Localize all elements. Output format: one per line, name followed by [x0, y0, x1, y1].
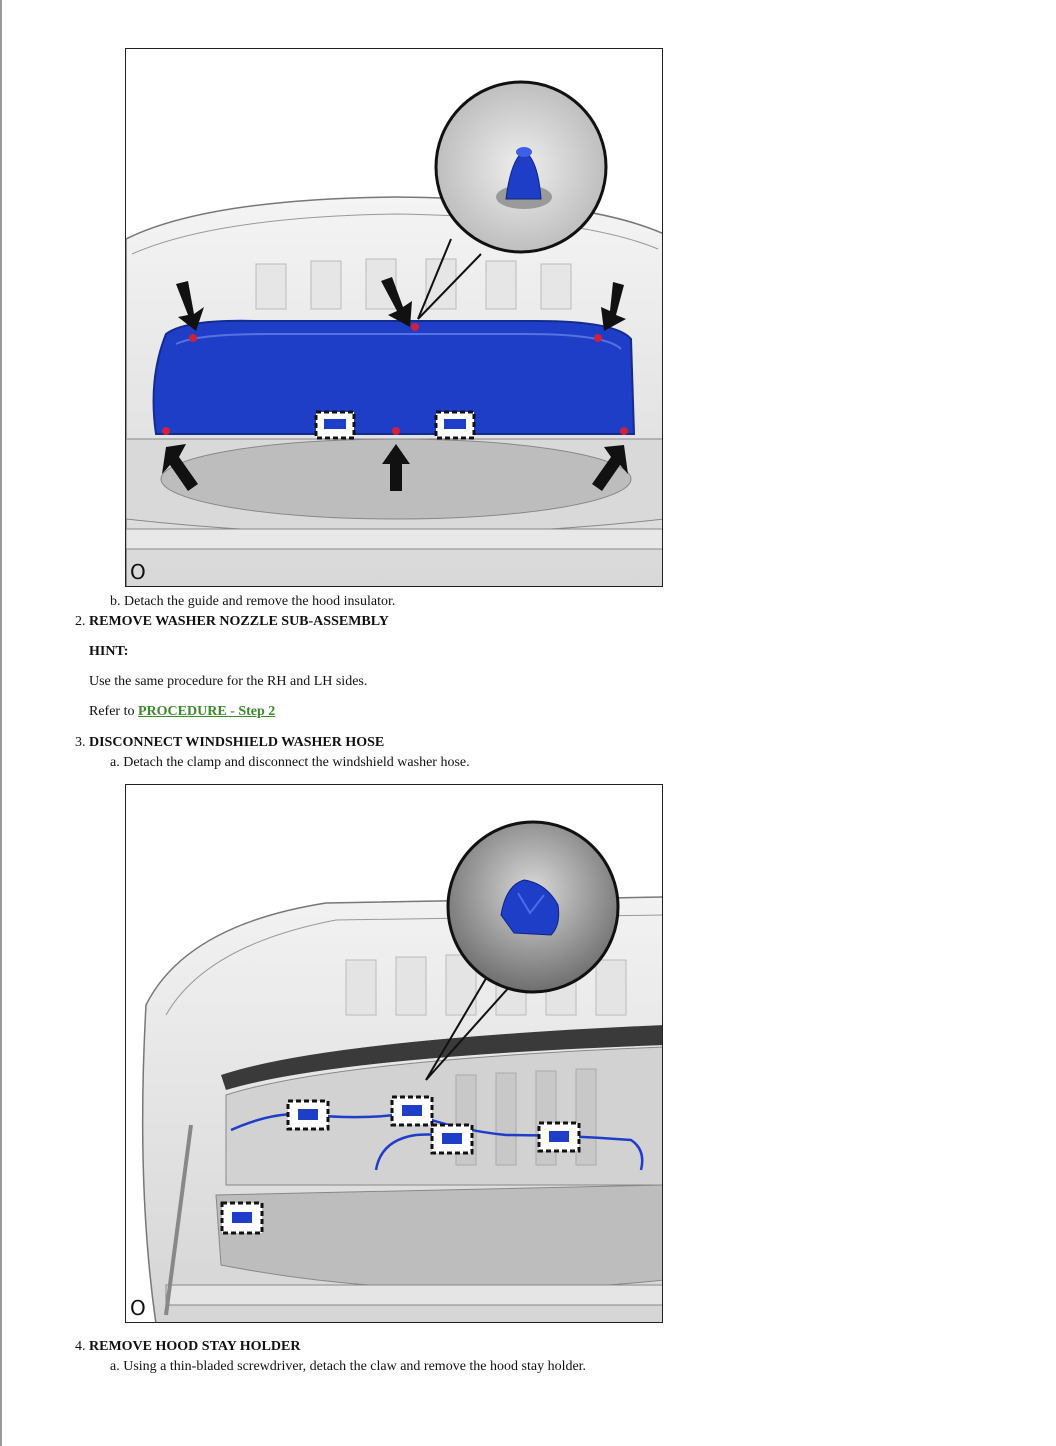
figure-label: O: [130, 1296, 146, 1320]
step-3a-marker: a.: [110, 755, 120, 770]
step-4a-text: Using a thin-bladed screwdriver, detach the claw and remove the hood stay holder.: [123, 1359, 587, 1374]
step-2-title: REMOVE WASHER NOZZLE SUB-ASSEMBLY: [89, 614, 389, 629]
step-3a-text: Detach the clamp and disconnect the windshield washer hose.: [123, 755, 470, 770]
hint-text: Use the same procedure for the RH and LH sides.: [89, 674, 368, 689]
step-1b-text: Detach the guide and remove the hood insulator.: [124, 594, 396, 609]
hood-insulator-figure: [125, 48, 663, 587]
refer-line: [89, 703, 275, 720]
refer-prefix: Refer to: [89, 704, 138, 719]
step-4-title: REMOVE HOOD STAY HOLDER: [89, 1339, 301, 1354]
step-3: [75, 734, 384, 751]
step-4: [75, 1338, 300, 1355]
washer-hose-illustration: [126, 785, 663, 1323]
page-left-border: [0, 0, 2, 1446]
step-1b-marker: b.: [110, 594, 121, 609]
hood-insulator-illustration: [126, 49, 663, 587]
step-4-number: 4.: [75, 1339, 86, 1354]
step-3-number: 3.: [75, 735, 86, 750]
step-3-title: DISCONNECT WINDSHIELD WASHER HOSE: [89, 735, 385, 750]
washer-hose-figure: [125, 784, 663, 1323]
figure-label: O: [130, 560, 146, 584]
step-4a: [110, 1358, 586, 1375]
step-3a: [110, 754, 470, 771]
hint-label: HINT:: [89, 644, 129, 659]
step-1b: [110, 593, 395, 610]
step-4a-marker: a.: [110, 1359, 120, 1374]
step-2: [75, 613, 389, 630]
step-2-number: 2.: [75, 614, 86, 629]
procedure-step-2-link[interactable]: PROCEDURE - Step 2: [137, 704, 276, 719]
